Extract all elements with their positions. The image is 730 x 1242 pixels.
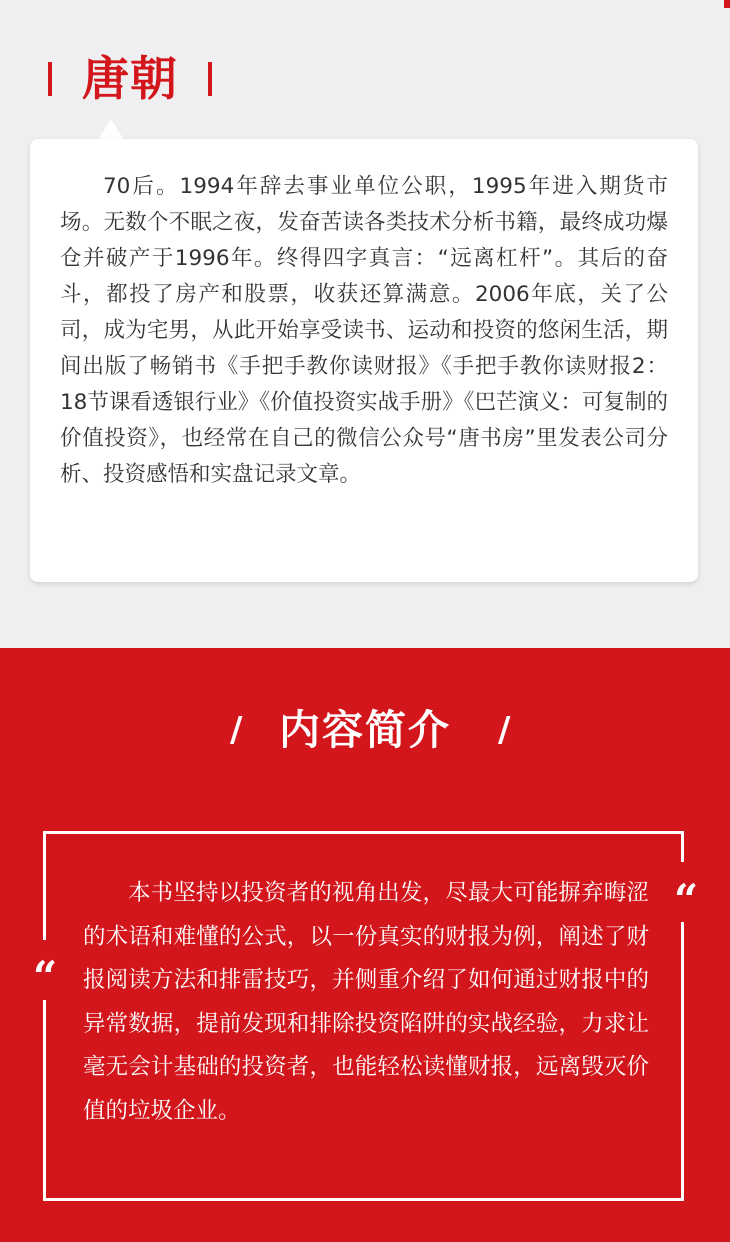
corner-accent [724, 0, 730, 8]
title-slash-right: / [498, 710, 511, 750]
card-pointer [98, 119, 124, 140]
title-bar-right [208, 62, 212, 96]
title-bar-left [48, 62, 52, 96]
section-title: 内容简介 [279, 706, 451, 754]
quote-mark-right-icon: “ [674, 875, 699, 924]
author-name: 唐朝 [82, 52, 178, 107]
intro-text: 本书坚持以投资者的视角出发，尽最大可能摒弃晦涩的术语和难懂的公式，以一份真实的财报为例，阐述了财报阅读方法和排雷技巧，并侧重介绍了如何通过财报中的异常数据，提前发现和排除投资陷阱的实战经验，力求让毫无会计基础的投资者，也能轻松读懂财报，远离毁灭价值的垃圾企业。 [83, 880, 649, 1124]
quote-mark-left-icon: “ [33, 952, 58, 1001]
author-bio: 70后。1994年辞去事业单位公职，1995年进入期货市场。无数个不眠之夜，发奋苦读各类技术分析书籍，最终成功爆仓并破产于1996年。终得四字真言：“远离杠杆”。其后的奋斗，都投了房产和股票，收获还算满意。2006年底，关了公司，成为宅男，从此开始享受读书、运动和投资的悠闲生活，期间出版了畅销书《手把手教你读财报》《手把手教你读财报2：18节课看透银行业》《价值投资实战手册》《巴芒演义：可复制的价值投资》，也经常在自己的微信公众号“唐书房”里发表公司分析、投资感悟和实盘记录文章。 [60, 174, 668, 487]
author-bio-card [30, 139, 698, 582]
title-slash-left: / [230, 710, 243, 750]
